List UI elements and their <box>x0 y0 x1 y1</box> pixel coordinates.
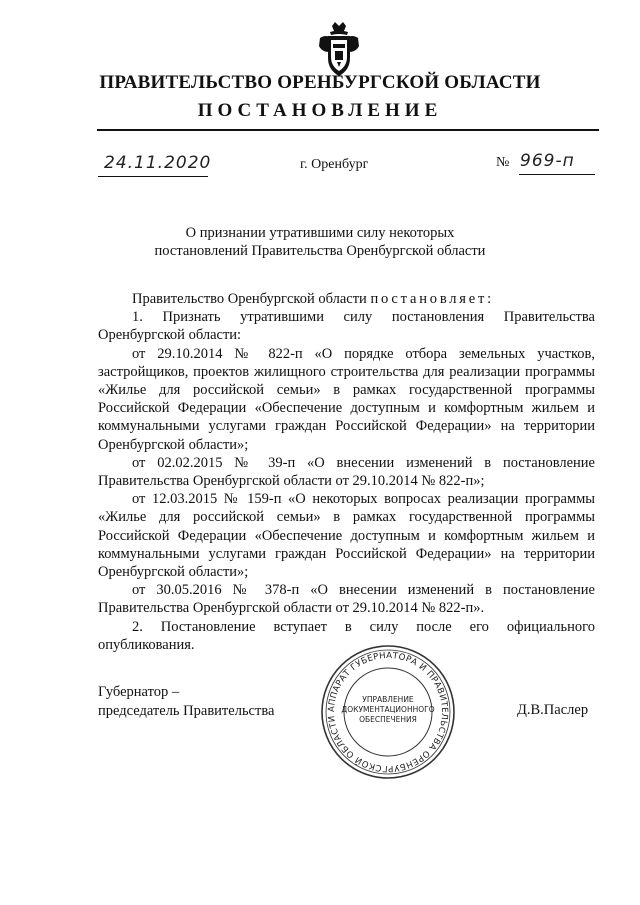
preamble <box>98 290 595 308</box>
document-type: ПОСТАНОВЛЕНИЕ <box>197 100 443 121</box>
document-title <box>0 224 640 260</box>
position-line: Губернатор – <box>98 684 180 700</box>
seal-center-text <box>338 695 438 725</box>
number-underline <box>519 174 595 175</box>
seal-center-line: ОБЕСПЕЧЕНИЯ <box>359 715 417 724</box>
paragraph-item-2: 2. Постановление вступает в силу после его официального опубликования. <box>98 618 595 653</box>
number-label: № <box>496 155 510 170</box>
document-date: 24.11.2020 <box>104 153 212 173</box>
seal-ring-text: АППАРАТ ГУБЕРНАТОРА И ПРАВИТЕЛЬСТВА ОРЕНБУРГСКОЙ ОБЛАСТИ <box>326 650 450 774</box>
paragraph-sub-4: от 30.05.2016 № 378-п «О внесении изменений в постановление Правительства Оренбургской области от 29.10.2014 № 822-п». <box>98 582 595 617</box>
paragraph-item-1: 1. Признать утратившими силу постановления Правительства Оренбургской области: <box>98 309 595 344</box>
position-line: председатель Правительства <box>98 702 275 719</box>
title-line: постановлений Правительства Оренбургской области <box>154 243 486 259</box>
preamble-verb: постановляет: <box>370 291 494 307</box>
signatory-name: Д.В.Паслер <box>517 702 589 718</box>
organization-name: ПРАВИТЕЛЬСТВО ОРЕНБУРГСКОЙ ОБЛАСТИ <box>99 72 541 93</box>
title-line: О признании утратившими силу некоторых <box>185 225 455 241</box>
paragraph-sub-2: от 02.02.2015 № 39-п «О внесении изменений в постановление Правительства Оренбургской области от 29.10.2014 № 822-п»; <box>98 454 595 490</box>
signatory-position <box>98 683 274 720</box>
header-rule <box>97 129 599 131</box>
seal-center-line: УПРАВЛЕНИЕ <box>362 695 414 704</box>
seal-center-line: ДОКУМЕНТАЦИОННОГО <box>341 705 435 714</box>
paragraph-sub-1: от 29.10.2014 № 822-п «О порядке отбора земельных участков, застройщиков, проектов жилищного строительства для реализации программы «Жилье для российской семьи» в рамках государственной программы Российской Федерации «Обеспечение доступным и комфортным жильем и коммунальными услугами граждан Российской Федерации» на территории Оренбургской области»; <box>98 345 595 453</box>
coat-of-arms-icon <box>316 22 362 78</box>
preamble-text: Правительство Оренбургской области <box>132 291 367 307</box>
paragraph-sub-3: от 12.03.2015 № 159-п «О некоторых вопросах реализации программы «Жилье для российской семьи» в рамках государственной программы Российской Федерации «Обеспечение доступным и комфортным жильем и коммунальными услугами граждан Российской Федерации» на территории Оренбургской области»; <box>98 491 595 581</box>
document-body <box>98 290 595 654</box>
document-city: г. Оренбург <box>300 157 369 172</box>
document-number: 969-п <box>520 151 575 171</box>
date-underline <box>98 176 208 177</box>
